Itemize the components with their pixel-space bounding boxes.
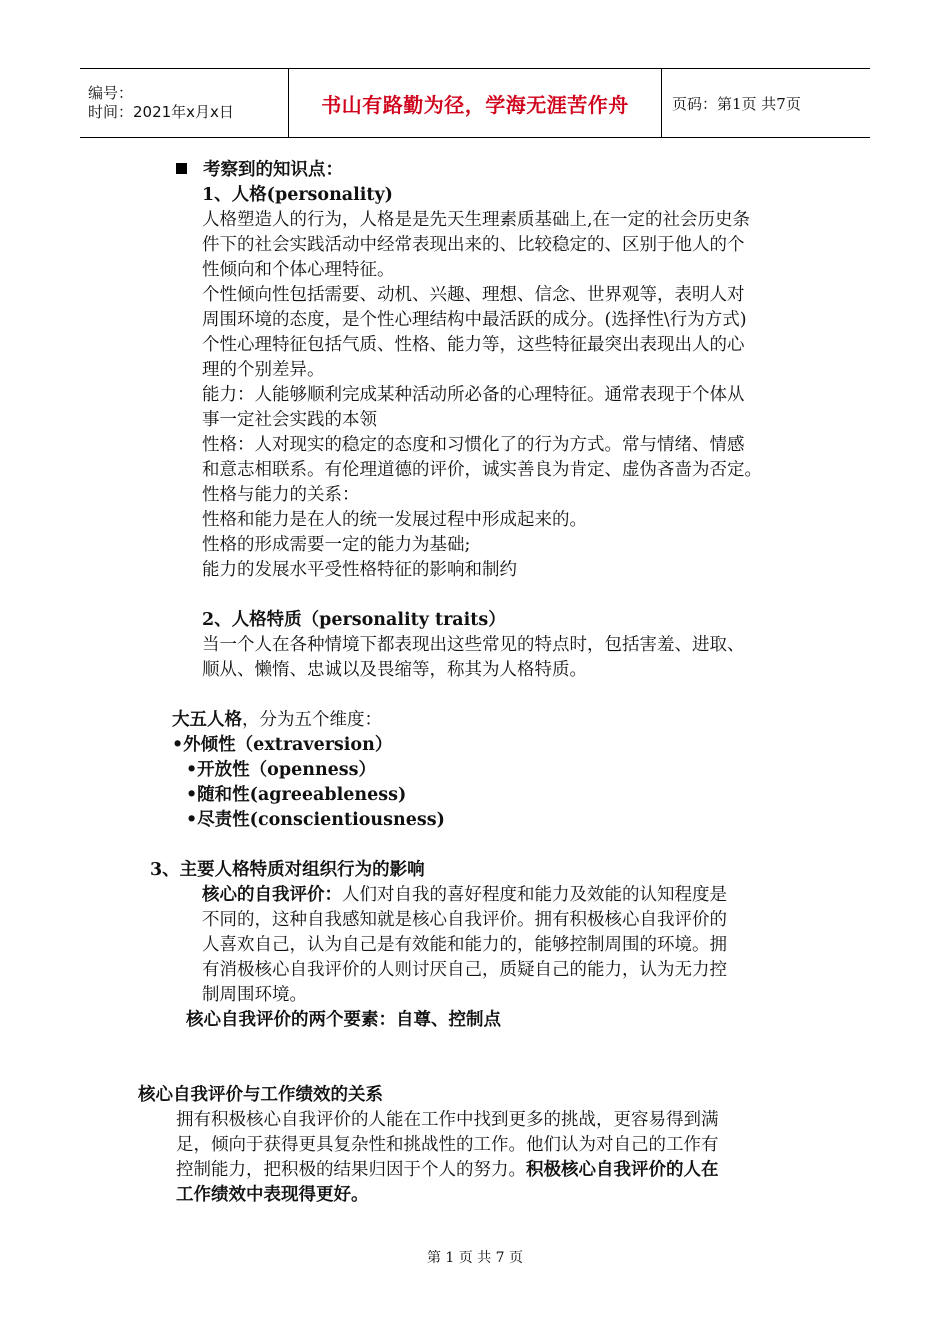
paragraph-line: 制周围环境。 bbox=[202, 985, 307, 1005]
section-heading-text: 考察到的知识点： bbox=[203, 160, 343, 180]
header-meta bbox=[80, 69, 289, 137]
paragraph-line: 周围环境的态度，是个性心理结构中最活跃的成分。(选择性\行为方式) bbox=[202, 310, 747, 330]
core-self-eval-term: 核心的自我评价： bbox=[202, 885, 342, 905]
serial-label: 编号： bbox=[88, 84, 134, 102]
paragraph-line: 人格塑造人的行为，人格是是先天生理素质基础上,在一定的社会历史条 bbox=[202, 210, 751, 230]
section-heading bbox=[176, 158, 343, 183]
date-label: 时间：2021年x月x日 bbox=[88, 103, 234, 121]
paragraph-line: 有消极核心自我评价的人则讨厌自己，质疑自己的能力，认为无力控 bbox=[202, 960, 727, 980]
paragraph-line: 和意志相联系。有伦理道德的评价，诚实善良为肯定、虚伪吝啬为否定。 bbox=[202, 460, 762, 480]
paragraph-line: 足，倾向于获得更具复杂性和挑战性的工作。他们认为对自己的工作有 bbox=[176, 1135, 719, 1155]
motto-text: 书山有路勤为径，学海无涯苦作舟 bbox=[321, 92, 629, 117]
paragraph-line: 当一个人在各种情境下都表现出这些常见的特点时，包括害羞、进取、 bbox=[202, 635, 745, 655]
subheading-performance: 核心自我评价与工作绩效的关系 bbox=[138, 1085, 383, 1105]
big-five-desc: ，分为五个维度： bbox=[242, 710, 382, 730]
paragraph-line: 事一定社会实践的本领 bbox=[202, 410, 377, 430]
list-item: •尽责性(conscientiousness) bbox=[186, 810, 445, 830]
list-item: •开放性（openness） bbox=[186, 760, 377, 780]
document-header bbox=[80, 68, 870, 138]
big-five-intro bbox=[172, 708, 382, 733]
list-item: •随和性(agreeableness) bbox=[186, 785, 407, 805]
paragraph-line: 性格：人对现实的稳定的态度和习惯化了的行为方式。常与情绪、情感 bbox=[202, 435, 745, 455]
paragraph-line: 个性倾向性包括需要、动机、兴趣、理想、信念、世界观等，表明人对 bbox=[202, 285, 745, 305]
subheading-impact: 3、主要人格特质对组织行为的影响 bbox=[150, 860, 425, 880]
header-page-info: 页码：第1页 共7页 bbox=[672, 94, 801, 113]
paragraph-line: 能力的发展水平受性格特征的影响和制约 bbox=[202, 560, 517, 580]
paragraph-line: 人喜欢自己，认为自己是有效能和能力的，能够控制周围的环境。拥 bbox=[202, 935, 727, 955]
core-self-eval-desc: 人们对自我的喜好程度和能力及效能的认知程度是 bbox=[342, 885, 727, 905]
paragraph-text: 控制能力，把积极的结果归因于个人的努力。 bbox=[176, 1160, 526, 1180]
paragraph-line: 性倾向和个体心理特征。 bbox=[202, 260, 395, 280]
emphasis-line: 工作绩效中表现得更好。 bbox=[176, 1185, 369, 1205]
subheading-traits: 2、人格特质（personality traits） bbox=[202, 610, 506, 630]
paragraph-line: 不同的，这种自我感知就是核心自我评价。拥有积极核心自我评价的 bbox=[202, 910, 727, 930]
paragraph-line bbox=[176, 1158, 719, 1183]
square-bullet-icon bbox=[176, 163, 187, 174]
paragraph-line: 个性心理特征包括气质、性格、能力等，这些特征最突出表现出人的心 bbox=[202, 335, 745, 355]
paragraph-line: 能力：人能够顺利完成某种活动所必备的心理特征。通常表现于个体从 bbox=[202, 385, 745, 405]
emphasis-text: 积极核心自我评价的人在 bbox=[526, 1160, 719, 1180]
subheading-personality: 1、人格(personality) bbox=[202, 185, 393, 205]
paragraph-line: 件下的社会实践活动中经常表现出来的、比较稳定的、区别于他人的个 bbox=[202, 235, 745, 255]
paragraph-line: 性格和能力是在人的统一发展过程中形成起来的。 bbox=[202, 510, 587, 530]
paragraph-line: 顺从、懒惰、忠诚以及畏缩等，称其为人格特质。 bbox=[202, 660, 587, 680]
paragraph-line bbox=[202, 883, 727, 908]
paragraph-line: 性格的形成需要一定的能力为基础; bbox=[202, 535, 471, 555]
paragraph-line: 拥有积极核心自我评价的人能在工作中找到更多的挑战，更容易得到满 bbox=[176, 1110, 719, 1130]
paragraph-line: 性格与能力的关系： bbox=[202, 485, 360, 505]
paragraph-line: 理的个别差异。 bbox=[202, 360, 325, 380]
header-motto bbox=[289, 69, 662, 137]
key-elements-line: 核心自我评价的两个要素：自尊、控制点 bbox=[186, 1010, 501, 1030]
big-five-term: 大五人格 bbox=[172, 710, 242, 730]
page-footer: 第 1 页 共 7 页 bbox=[426, 1250, 524, 1266]
list-item: •外倾性（extraversion） bbox=[172, 735, 393, 755]
